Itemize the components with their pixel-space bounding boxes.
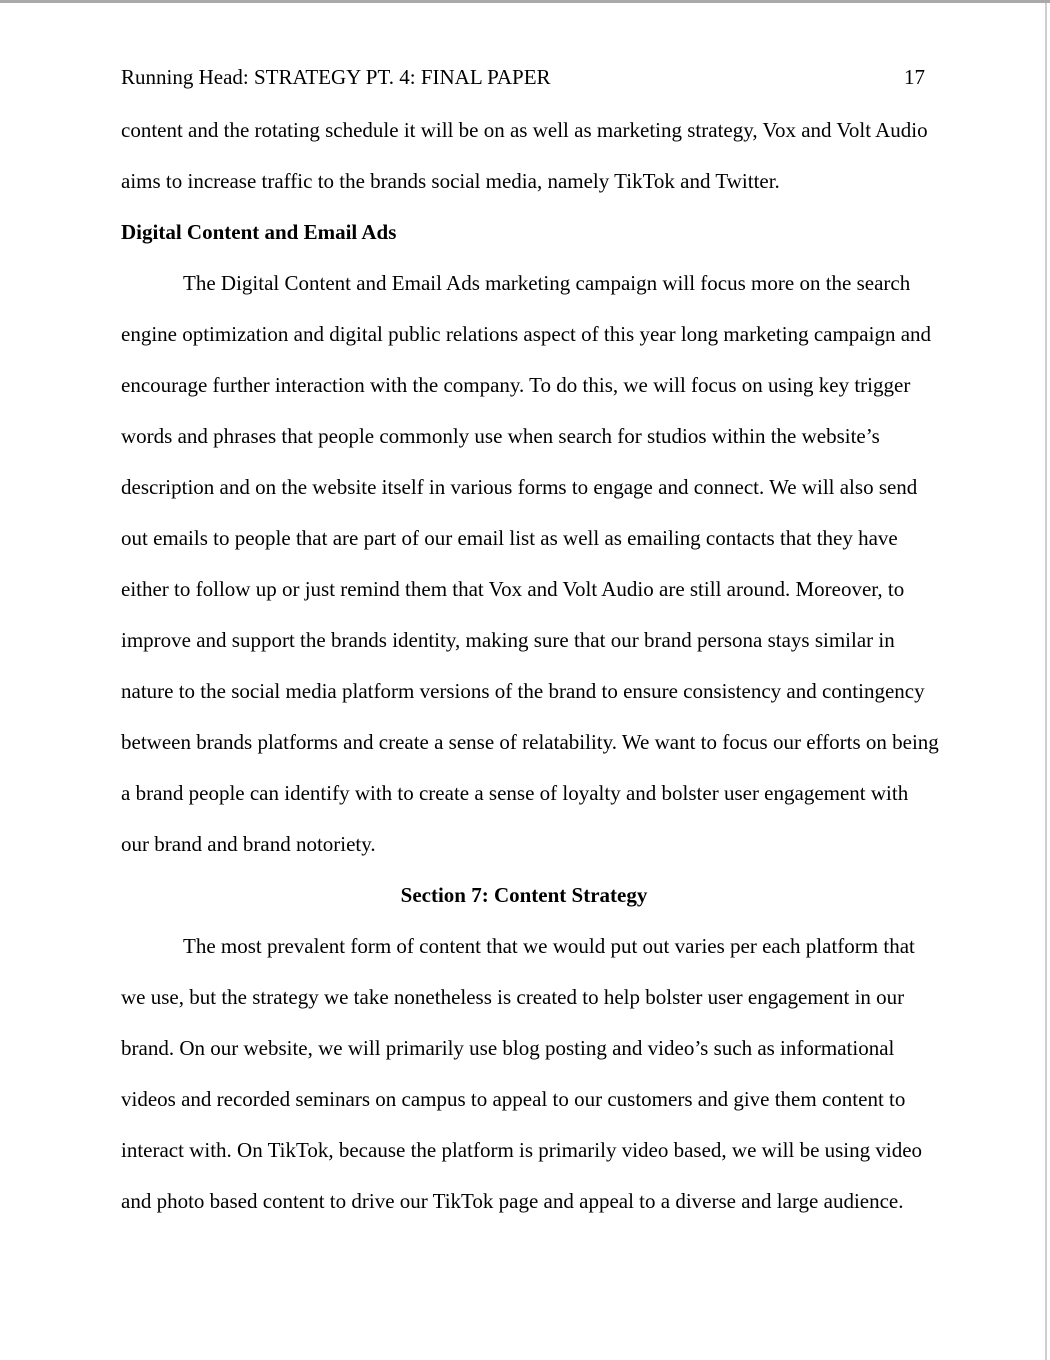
text-line: our brand and brand notoriety. [121, 832, 376, 856]
text-line: improve and support the brands identity, making sure that our brand persona stays similar in [121, 628, 895, 652]
page-top-edge [0, 0, 1050, 3]
running-head: Running Head: STRATEGY PT. 4: FINAL PAPER [121, 65, 551, 89]
text-line: between brands platforms and create a sense of relatability. We want to focus our efforts on being [121, 730, 939, 754]
text-line: interact with. On TikTok, because the platform is primarily video based, we will be using video [121, 1138, 923, 1162]
text-line: nature to the social media platform versions of the brand to ensure consistency and contingency [121, 679, 925, 703]
text-line: words and phrases that people commonly use when search for studios within the website’s [121, 424, 880, 448]
text-line: engine optimization and digital public relations aspect of this year long marketing campaign and [121, 322, 932, 346]
text-line: brand. On our website, we will primarily use blog posting and video’s such as informational [121, 1036, 895, 1060]
text-line: content and the rotating schedule it will be on as well as marketing strategy, Vox and Volt Audio [121, 118, 928, 142]
text-line: aims to increase traffic to the brands social media, namely TikTok and Twitter. [121, 169, 780, 193]
subsection-heading: Digital Content and Email Ads [121, 220, 397, 244]
text-line: either to follow up or just remind them that Vox and Volt Audio are still around. Moreover, to [121, 577, 905, 601]
text-line: encourage further interaction with the company. To do this, we will focus on using key trigger [121, 373, 911, 397]
page-right-edge [1045, 3, 1047, 1360]
text-line: and photo based content to drive our TikTok page and appeal to a diverse and large audience. [121, 1189, 904, 1213]
section-heading: Section 7: Content Strategy [400, 883, 648, 907]
page-header [121, 63, 925, 91]
text-line: description and on the website itself in various forms to engage and connect. We will also send [121, 475, 918, 499]
text-line: videos and recorded seminars on campus to appeal to our customers and give them content to [121, 1087, 906, 1111]
text-line: The most prevalent form of content that we would put out varies per each platform that [183, 934, 915, 958]
page-number: 17 [904, 65, 925, 89]
text-line: out emails to people that are part of our email list as well as emailing contacts that they have [121, 526, 898, 550]
document-body [121, 105, 939, 1227]
text-line: a brand people can identify with to create a sense of loyalty and bolster user engagement with [121, 781, 909, 805]
text-line: The Digital Content and Email Ads marketing campaign will focus more on the search [183, 271, 911, 295]
text-line: we use, but the strategy we take nonetheless is created to help bolster user engagement in our [121, 985, 905, 1009]
